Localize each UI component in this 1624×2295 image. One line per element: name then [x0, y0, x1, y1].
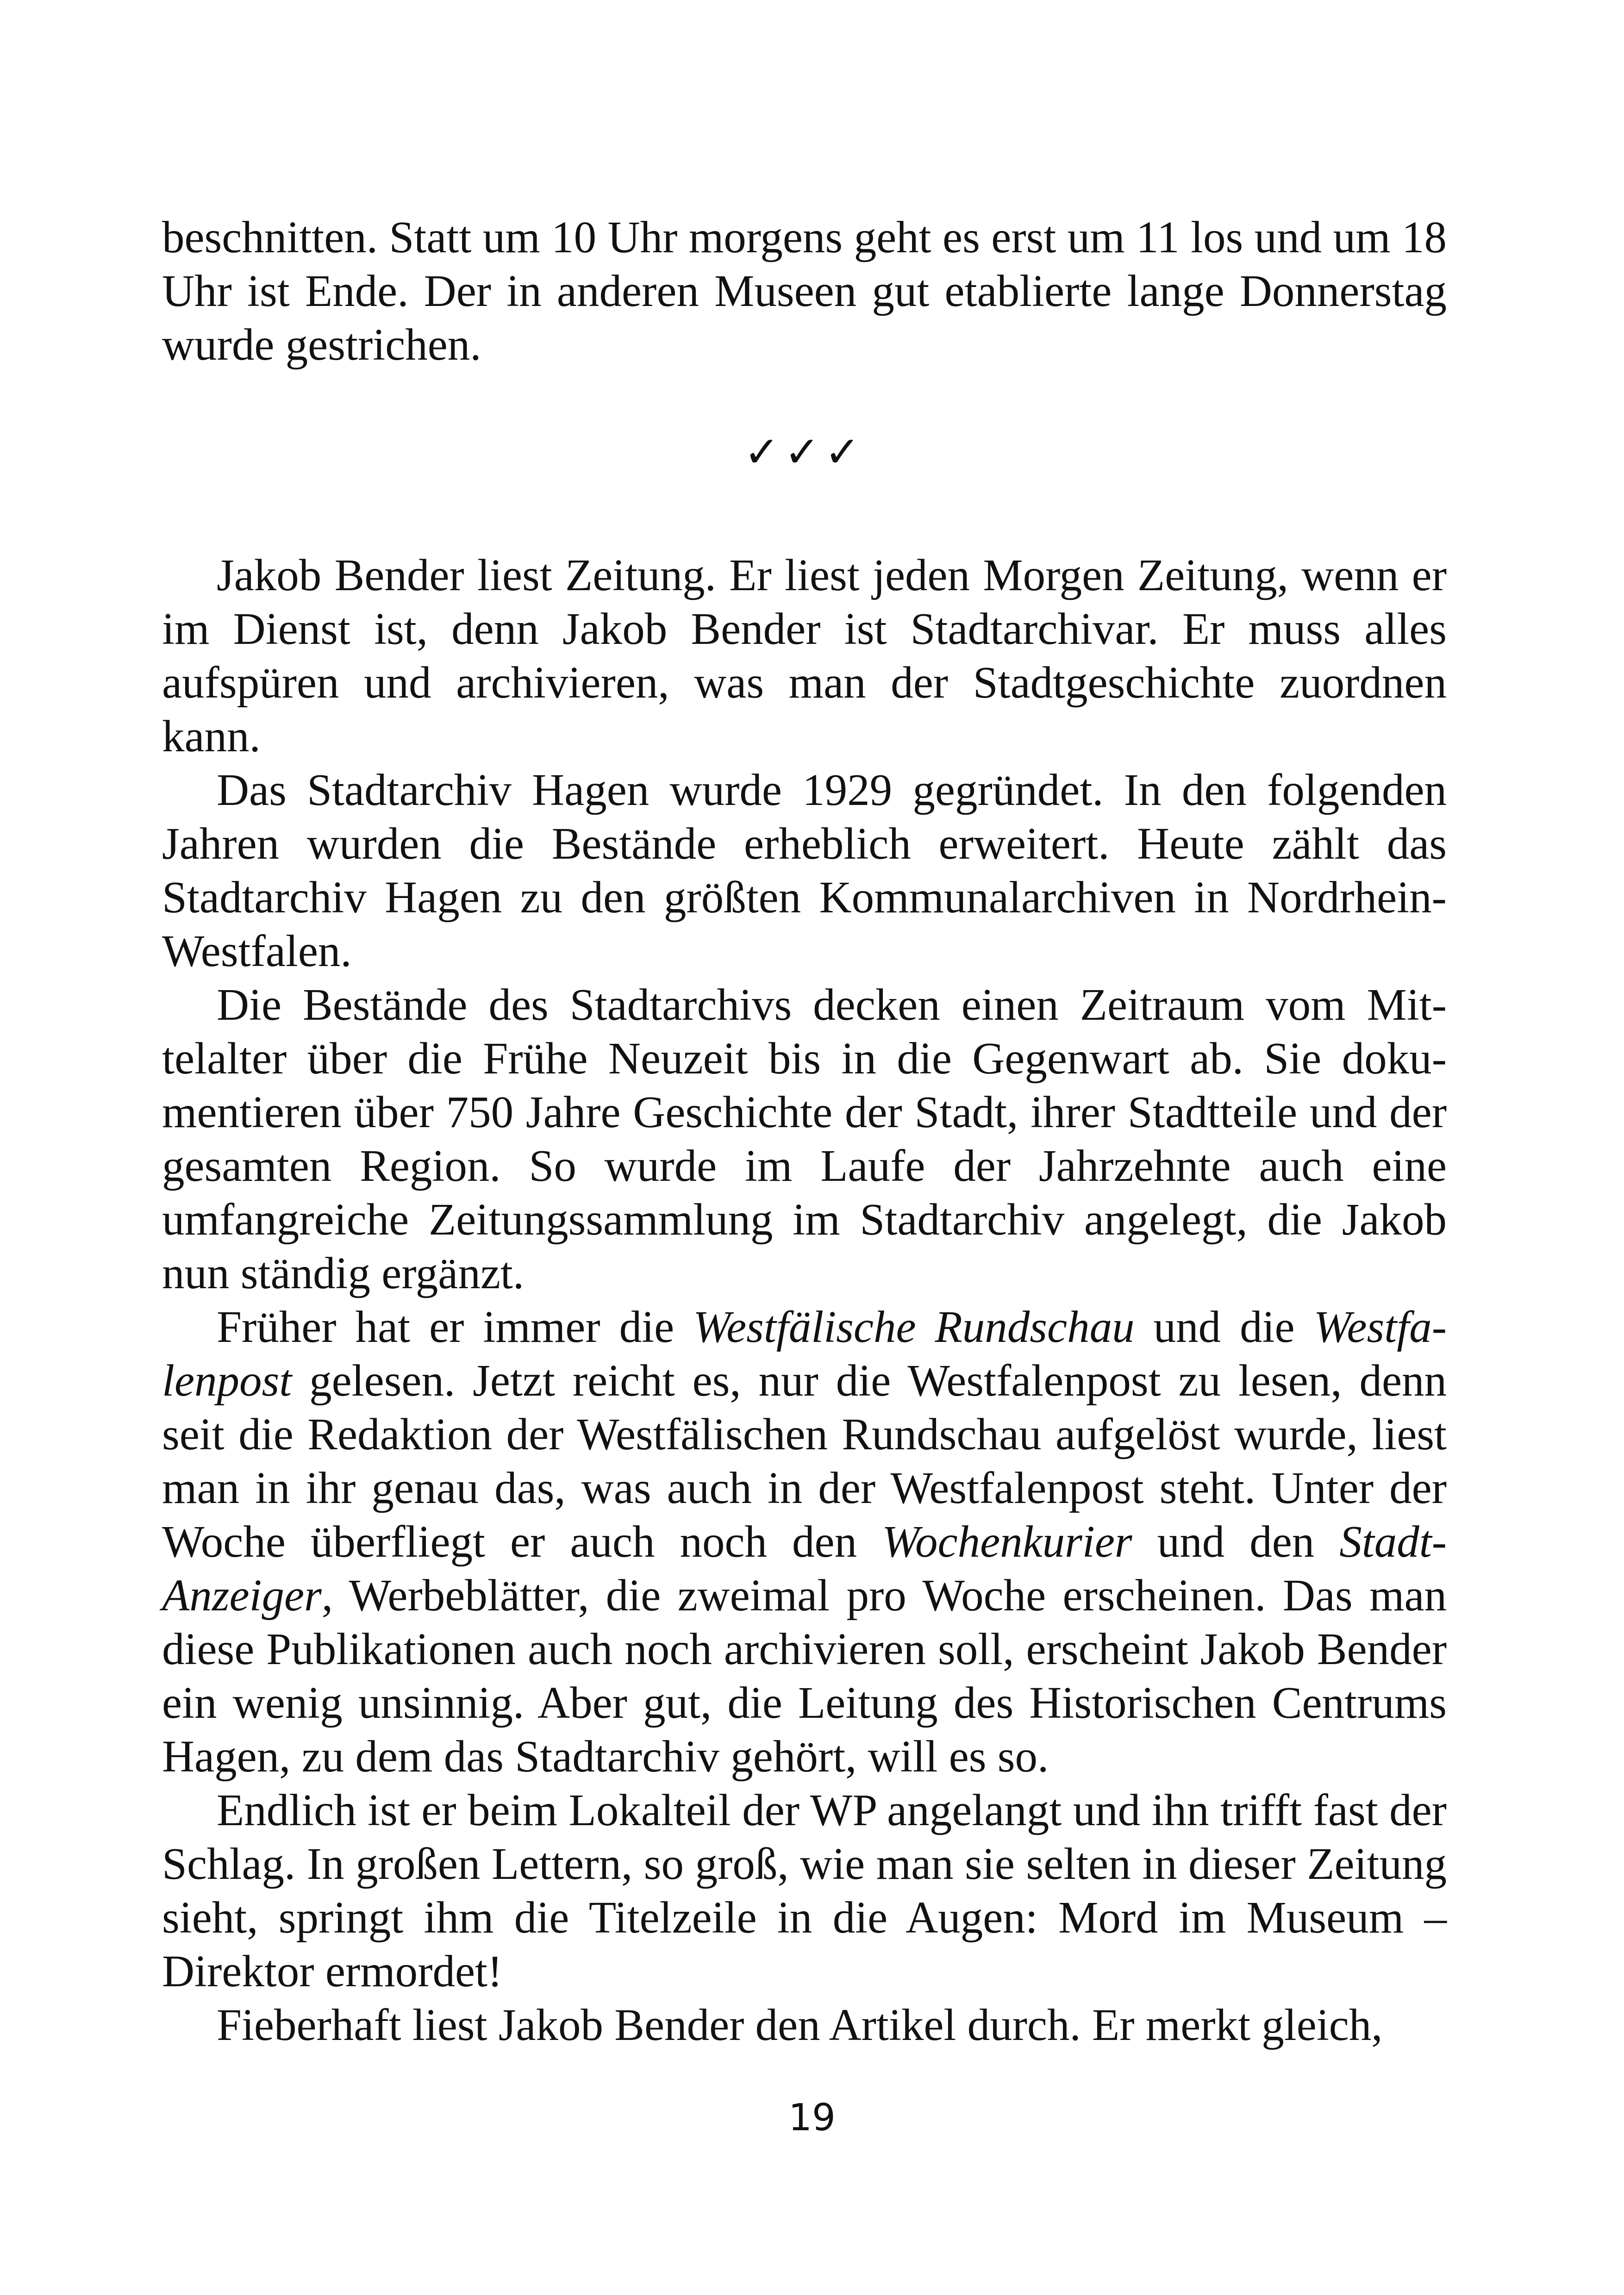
italic-newspaper-title: Westfälische Rundschau — [693, 1302, 1135, 1352]
paragraph-with-italics — [162, 1300, 1447, 1784]
page-number: 19 — [788, 2096, 836, 2139]
text-run: Früher hat er immer die — [217, 1302, 693, 1352]
body-text — [162, 211, 1447, 2052]
section-separator-checkmarks: ✓✓✓ — [743, 427, 865, 477]
italic-newspaper-title: Westfalenpost — [162, 1302, 1447, 1405]
italic-newspaper-title: Stadt-Anzeiger — [162, 1517, 1447, 1620]
text-run: und die — [1134, 1302, 1314, 1352]
text-run: , Werbeblätter, die zweimal pro Woche erscheinen. Das man diese Publikationen auch noch archivieren soll, erscheint Jakob Bender ein wenig unsinnig. Aber gut, die Leitung des Historischen Centrums Hagen, zu dem das Stadtarchiv gehört, will es so. — [162, 1571, 1447, 1781]
paragraph: Das Stadtarchiv Hagen wurde 1929 gegründet. In den folgenden Jahren wurden die Bestände erheblich erweitert. Heute zählt das Stadtarchiv Hagen zu den größten Kommunalarchiven in Nordrhein-Westfalen. — [162, 765, 1447, 976]
italic-newspaper-title: Wochenkurier — [882, 1517, 1132, 1566]
paragraph-continuation: beschnitten. Statt um 10 Uhr morgens geht es erst um 11 los und um 18 Uhr ist Ende. Der in anderen Museen gut etablierte lange Donnerstag wurde gestrichen. — [162, 212, 1447, 369]
paragraph-last-line: Fieberhaft liest Jakob Bender den Artikel durch. Er merkt gleich, — [217, 2000, 1383, 2050]
text-run: gelesen. Jetzt reicht es, nur die Westfalenpost zu lesen, denn seit die Redaktion der Westfälischen Rundschau aufgelöst wurde, liest man in ihr genau das, was auch in der Westfalenpost steht. Unter der Woche überfliegt er auch noch den — [162, 1356, 1447, 1566]
paragraph: Endlich ist er beim Lokalteil der WP angelangt und ihn trifft fast der Schlag. In großen Lettern, so groß, wie man sie selten in dieser Zeitung sieht, springt ihm die Titelzeile in die Augen: Mord im Museum – Direktor ermordet! — [162, 1785, 1447, 1996]
text-run: und den — [1132, 1517, 1340, 1566]
paragraph: Die Bestände des Stadtarchivs decken einen Zeitraum vom Mittelalter über die Frühe Neuzeit bis in die Gegenwart ab. Sie dokumentieren über 750 Jahre Geschichte der Stadt, ihrer Stadtteile und der gesamten Region. So wurde im Laufe der Jahrzehnte auch eine umfangreiche Zeitungssammlung im Stadtarchiv angelegt, die Jakob nun ständig ergänzt. — [162, 980, 1447, 1298]
paragraph: Jakob Bender liest Zeitung. Er liest jeden Morgen Zeitung, wenn er im Dienst ist, denn Jakob Bender ist Stadtarchivar. Er muss alles aufspüren und archivieren, was man der Stadtgeschichte zuordnen kann. — [162, 550, 1447, 761]
